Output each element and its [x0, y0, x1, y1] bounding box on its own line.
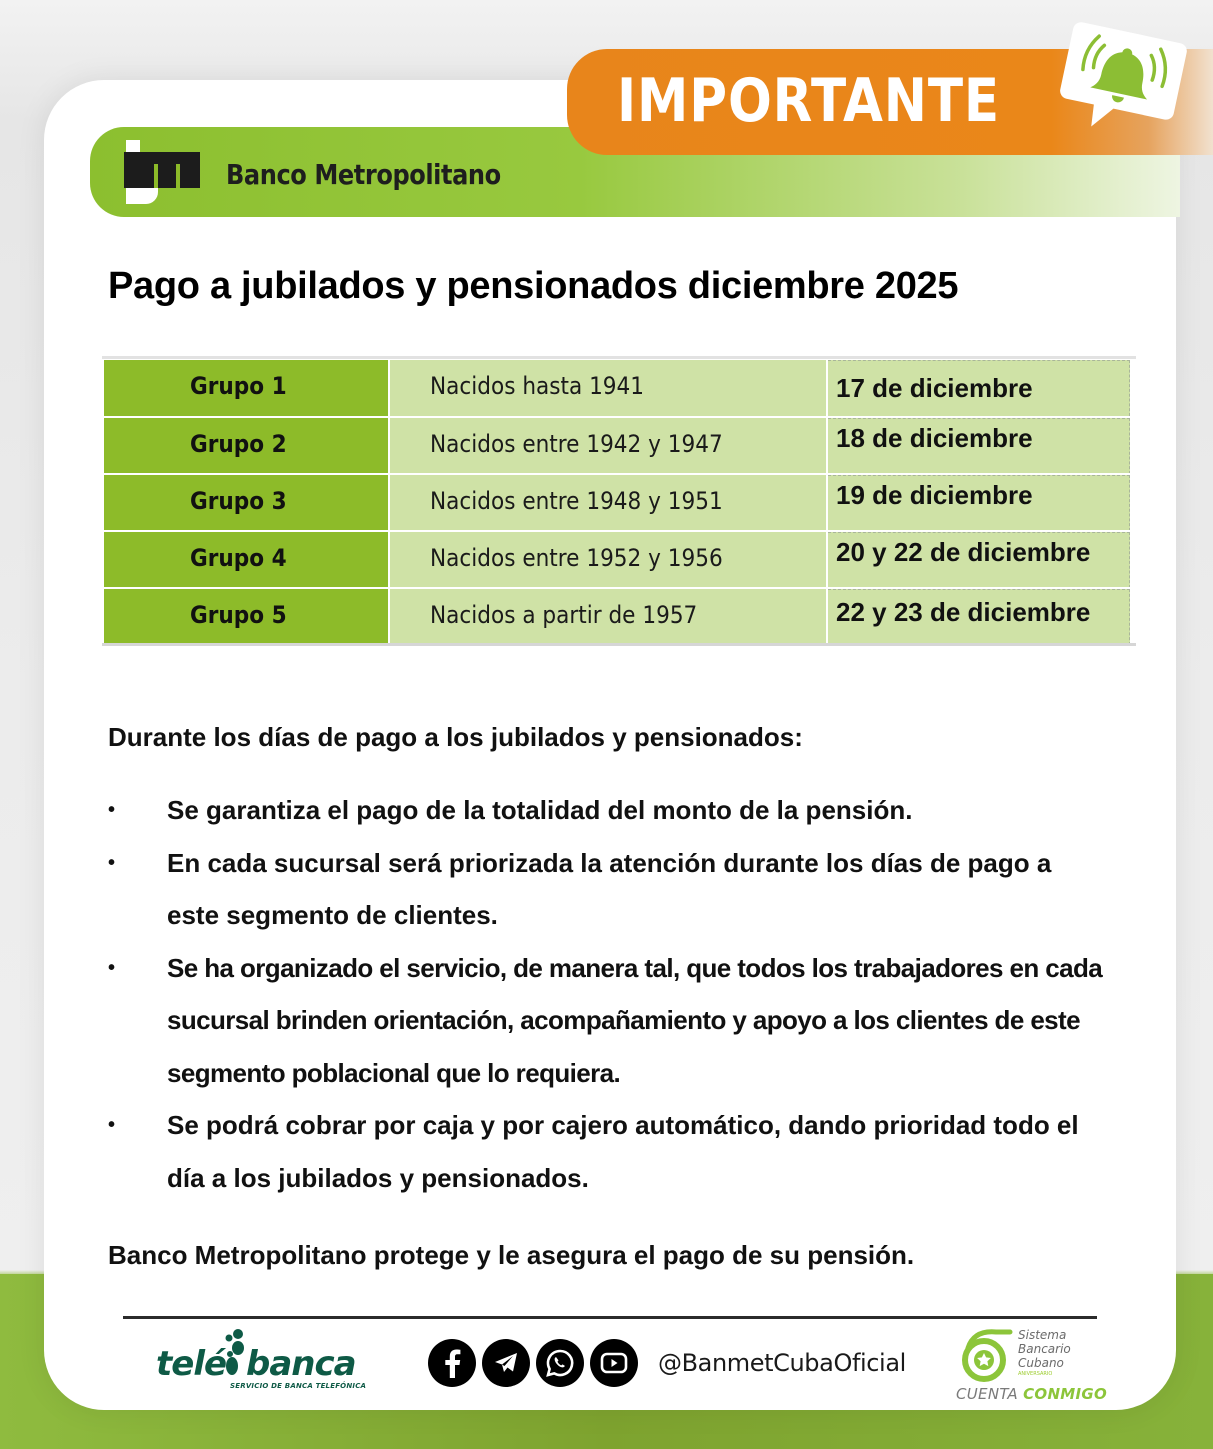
sbc-slogan-conmigo: CONMIGO: [1023, 1385, 1108, 1403]
payment-date-cell: [828, 589, 1130, 645]
payment-date-label: 18 de diciembre: [836, 423, 1033, 453]
list-item-text: En cada sucursal será priorizada la atención durante los días de pago a este segmento de clientes.: [167, 847, 1052, 930]
footer-divider: [123, 1316, 1097, 1319]
birth-range-cell: [390, 589, 828, 645]
whatsapp-icon[interactable]: [536, 1339, 584, 1387]
table-row: [104, 418, 1134, 474]
sbc-line: Cubano: [1018, 1356, 1064, 1370]
list-item-text: Se ha organizado el servicio, de manera tal, que todos los trabajadores en cada sucursal brinden orientación, acompañamiento y apoyo a los clientes de este segmento poblacional que lo requiera.: [167, 952, 1103, 1088]
payment-date-label: 20 y 22 de diciembre: [836, 537, 1091, 567]
bullet-icon: •: [108, 956, 116, 979]
sbc-line: Sistema: [1018, 1328, 1067, 1342]
sbc-slogan: [956, 1385, 1107, 1403]
bank-name: Banco Metropolitano: [226, 158, 501, 191]
group-label: Grupo 1: [190, 372, 287, 400]
list-item: [108, 837, 1138, 942]
list-item: [108, 942, 1138, 1100]
social-links: [428, 1339, 906, 1387]
group-label: Grupo 2: [190, 430, 287, 458]
group-cell: [104, 532, 390, 588]
closing-text: Banco Metropolitano protege y le asegura el pago de su pensión.: [108, 1240, 915, 1270]
social-handle[interactable]: @BanmetCubaOficial: [658, 1349, 906, 1377]
birth-range-label: Nacidos entre 1942 y 1947: [430, 430, 723, 458]
facebook-icon[interactable]: [428, 1339, 476, 1387]
sbc-aniversario: ANIVERSARIO: [1018, 1371, 1053, 1377]
payment-schedule-table: [102, 356, 1136, 646]
payment-date-label: 19 de diciembre: [836, 480, 1033, 510]
table-row: [104, 532, 1134, 588]
payment-date-label: 17 de diciembre: [836, 373, 1033, 403]
bullet-list: [108, 784, 1138, 1204]
payment-date-cell: [828, 360, 1130, 416]
list-item-text: Se podrá cobrar por caja y por cajero automático, dando prioridad todo el día a los jubilados y pensionados.: [167, 1110, 1079, 1193]
telebanca-subtitle: SERVICIO DE BANCA TELEFÓNICA: [230, 1382, 367, 1390]
table-top-rule: [102, 356, 1136, 359]
birth-range-label: Nacidos a partir de 1957: [430, 601, 698, 629]
important-label: IMPORTANTE: [617, 66, 1001, 136]
birth-range-label: Nacidos hasta 1941: [430, 372, 645, 400]
group-label: Grupo 5: [190, 601, 287, 629]
intro-text: Durante los días de pago a los jubilados y pensionados:: [108, 722, 803, 752]
list-item-text: Se garantiza el pago de la totalidad del monto de la pensión.: [167, 795, 913, 825]
list-item: [108, 1099, 1138, 1204]
page-title: Pago a jubilados y pensionados diciembre 2025: [108, 265, 959, 307]
bullet-icon: •: [108, 851, 116, 874]
table-bottom-rule: [102, 643, 1136, 646]
sbc-slogan-cuenta: CUENTA: [956, 1385, 1018, 1403]
sbc-line: Bancario: [1018, 1342, 1071, 1356]
table-row: [104, 475, 1134, 531]
anniversary-65-icon: [960, 1326, 1016, 1382]
table-row: [104, 589, 1134, 645]
group-cell: [104, 360, 390, 416]
payment-date-cell: [828, 475, 1130, 531]
bullet-icon: •: [108, 799, 116, 821]
list-item: [108, 784, 1138, 837]
telebanca-logo[interactable]: [156, 1326, 366, 1396]
group-cell: [104, 589, 390, 645]
telebanca-tele: telé: [156, 1344, 227, 1384]
telebanca-banca: banca: [246, 1344, 356, 1384]
payment-date-cell: [828, 532, 1130, 588]
bullet-icon: •: [108, 1114, 116, 1136]
youtube-icon[interactable]: [590, 1339, 638, 1387]
birth-range-cell: [390, 360, 828, 416]
sistema-bancario-logo: [956, 1326, 1116, 1406]
sbc-text: [1018, 1328, 1071, 1370]
group-label: Grupo 4: [190, 544, 287, 572]
telegram-icon[interactable]: [482, 1339, 530, 1387]
telebanca-dots-icon: [220, 1328, 246, 1378]
group-cell: [104, 475, 390, 531]
bank-logo-icon: [124, 140, 200, 204]
birth-range-cell: [390, 532, 828, 588]
payment-date-cell: [828, 418, 1130, 474]
group-label: Grupo 3: [190, 487, 287, 515]
group-cell: [104, 418, 390, 474]
birth-range-cell: [390, 418, 828, 474]
birth-range-label: Nacidos entre 1952 y 1956: [430, 544, 723, 572]
payment-date-label: 22 y 23 de diciembre: [836, 597, 1091, 627]
table-row: [104, 360, 1134, 416]
birth-range-label: Nacidos entre 1948 y 1951: [430, 487, 723, 515]
birth-range-cell: [390, 475, 828, 531]
bell-icon: [1058, 18, 1188, 140]
